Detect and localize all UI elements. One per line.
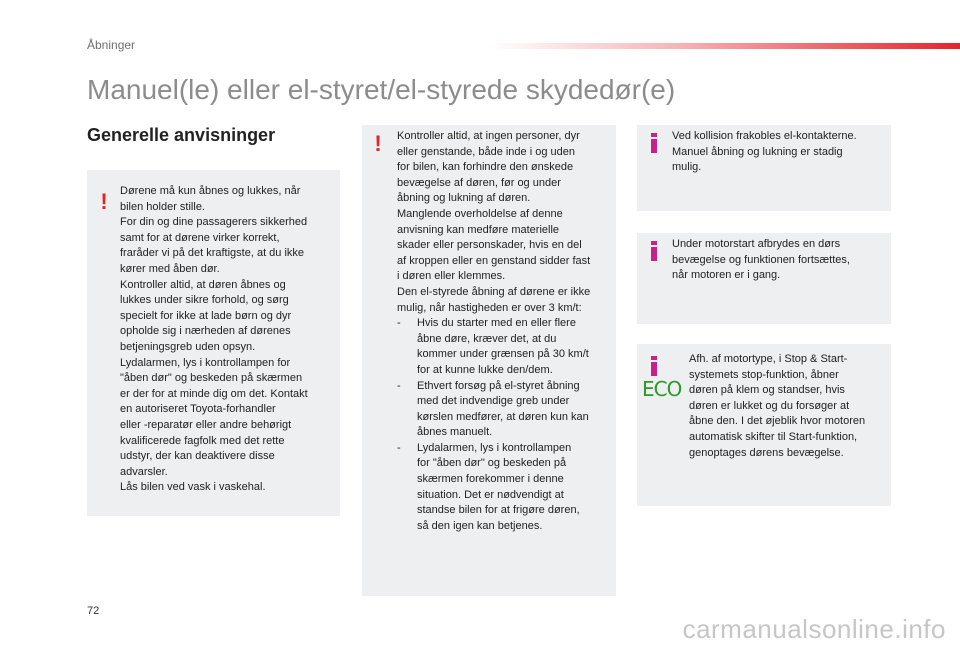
text-line: døren på klem og standser, hvis: [689, 384, 845, 397]
text-line: Kontroller altid, at døren åbnes og: [120, 278, 286, 291]
warning-icon: !: [374, 131, 382, 156]
text-line: skærmen forekommer i denne: [417, 473, 564, 486]
text-line: åbnes manuelt.: [417, 426, 493, 439]
text-line: - Ethvert forsøg på el-styret åbning: [417, 379, 580, 392]
bullet-list: [397, 316, 608, 534]
warning-box-safety: [362, 125, 616, 596]
text-line: kommer under grænsen på 30 km/t: [417, 348, 589, 361]
text-line: kvalificerede fagfolk med det rette: [120, 434, 285, 447]
text-line: mulig, når hastigheden er over 3 km/t:: [397, 301, 582, 314]
text-line: opholde sig i nærheden af dørenes: [120, 325, 291, 338]
text-line: Under motorstart afbrydes en dørs: [672, 238, 841, 250]
text-line: åbning og lukning af døren.: [397, 192, 531, 205]
text-line: Kontroller altid, at ingen personer, dyr: [397, 130, 580, 142]
text-line: for at kunne lukke den/dem.: [417, 363, 553, 376]
info-box-engine-start: [637, 233, 891, 324]
sub-heading: Generelle anvisninger: [87, 125, 276, 145]
warning-box-general: [87, 170, 340, 516]
watermark: carmanualsonline.info: [682, 614, 946, 644]
text-line: udstyr, der kan deaktivere disse: [120, 450, 275, 463]
text-line: så den igen kan betjenes.: [417, 519, 543, 532]
page-title: Manuel(le) eller el-styret/el-styrede skydedør(e): [87, 74, 676, 105]
text-line: kørslen medfører, at døren kun kan: [417, 410, 589, 423]
section-label: Åbninger: [87, 38, 136, 52]
text-line: anvisning kan medføre materielle: [397, 223, 560, 236]
text-line: situation. Det er nødvendigt at: [417, 488, 564, 501]
text-line: Afh. af motortype, i Stop & Start-: [689, 353, 848, 365]
text-line: når motoren er i gang.: [672, 269, 781, 282]
header-bar: [490, 43, 960, 49]
text-line: fraråder vi på det kraftigste, at du ikke: [120, 247, 305, 260]
info-box-collision: [637, 125, 891, 211]
text-line: Manglende overholdelse af denne: [397, 207, 563, 220]
text-line: standse bilen for at frigøre døren,: [417, 504, 580, 517]
text-line: - Lydalarmen, lys i kontrollampen: [417, 441, 572, 454]
text-line: eller genstande, både inde i og uden: [397, 145, 575, 158]
text-line: af kroppen eller en genstand sidder fast: [397, 254, 591, 267]
eco-icon: ECO: [642, 377, 682, 401]
text-line: Lydalarmen, lys i kontrollampen for: [120, 356, 291, 369]
list-item: [397, 441, 608, 535]
text-line: åbne døre, kræver det, at du: [417, 332, 557, 345]
text-line: mulig.: [672, 161, 702, 174]
text-line: i døren eller klemmes.: [397, 270, 506, 283]
text-line: er der for at minde dig om det. Kontakt: [120, 387, 308, 400]
text-line: kører med åben dør.: [120, 262, 220, 275]
info-text: [672, 237, 885, 284]
page-number: 72: [87, 605, 100, 617]
info-icon: [650, 241, 658, 261]
warning-text: [120, 184, 332, 496]
text-line: "åben dør" og beskeden på skærmen: [120, 372, 303, 385]
info-box-stop-start: [637, 344, 891, 506]
text-line: eller -reparatør eller andre behørigt: [120, 418, 292, 431]
info-icon: [650, 356, 658, 376]
text-line: åbne den. I det øjeblik hvor motoren: [689, 415, 866, 428]
text-line: bevægelse af døren, før og under: [397, 176, 561, 189]
text-line: Den el-styrede åbning af dørene er ikke: [397, 285, 591, 298]
info-text: [689, 352, 885, 461]
text-line: advarsler.: [120, 465, 168, 478]
text-line: en autoriseret Toyota-forhandler: [120, 403, 276, 416]
text-line: lukkes under sikre forhold, og sørg: [120, 294, 289, 307]
text-line: Lås bilen ved vask i vaskehal.: [120, 481, 266, 494]
text-line: specielt for ikke at lade børn og dyr: [120, 309, 292, 322]
text-line: Dørene må kun åbnes og lukkes, når: [120, 185, 301, 197]
text-line: for "åben dør" og beskeden på: [417, 457, 567, 470]
text-line: Ved kollision frakobles el-kontakterne.: [672, 130, 857, 142]
list-item: [397, 379, 608, 441]
text-line: døren er lukket og du forsøger at: [689, 399, 850, 412]
info-text: [672, 129, 885, 176]
warning-icon: !: [100, 189, 108, 214]
text-line: samt for at dørene virker korrekt,: [120, 231, 280, 244]
text-line: systemets stop-funktion, åbner: [689, 368, 839, 381]
text-line: bilen holder stille.: [120, 200, 205, 213]
list-item: [397, 316, 608, 378]
text-line: betjeningsgreb uden opsyn.: [120, 340, 256, 353]
text-line: Manuel åbning og lukning er stadig: [672, 145, 843, 158]
info-icon: [650, 133, 658, 153]
text-line: skader eller personskader, hvis en del: [397, 239, 582, 252]
text-line: for bilen, kan forhindre den ønskede: [397, 161, 574, 174]
text-line: med det indvendige greb under: [417, 395, 570, 408]
text-line: - Hvis du starter med en eller flere: [417, 317, 576, 330]
text-line: For din og dine passagerers sikkerhed: [120, 216, 308, 229]
warning-text: [397, 129, 608, 316]
text-line: bevægelse og funktionen fortsættes,: [672, 253, 850, 266]
text-line: genoptages dørens bevægelse.: [689, 446, 844, 459]
text-line: automatisk skifter til Start-funktion,: [689, 430, 858, 443]
